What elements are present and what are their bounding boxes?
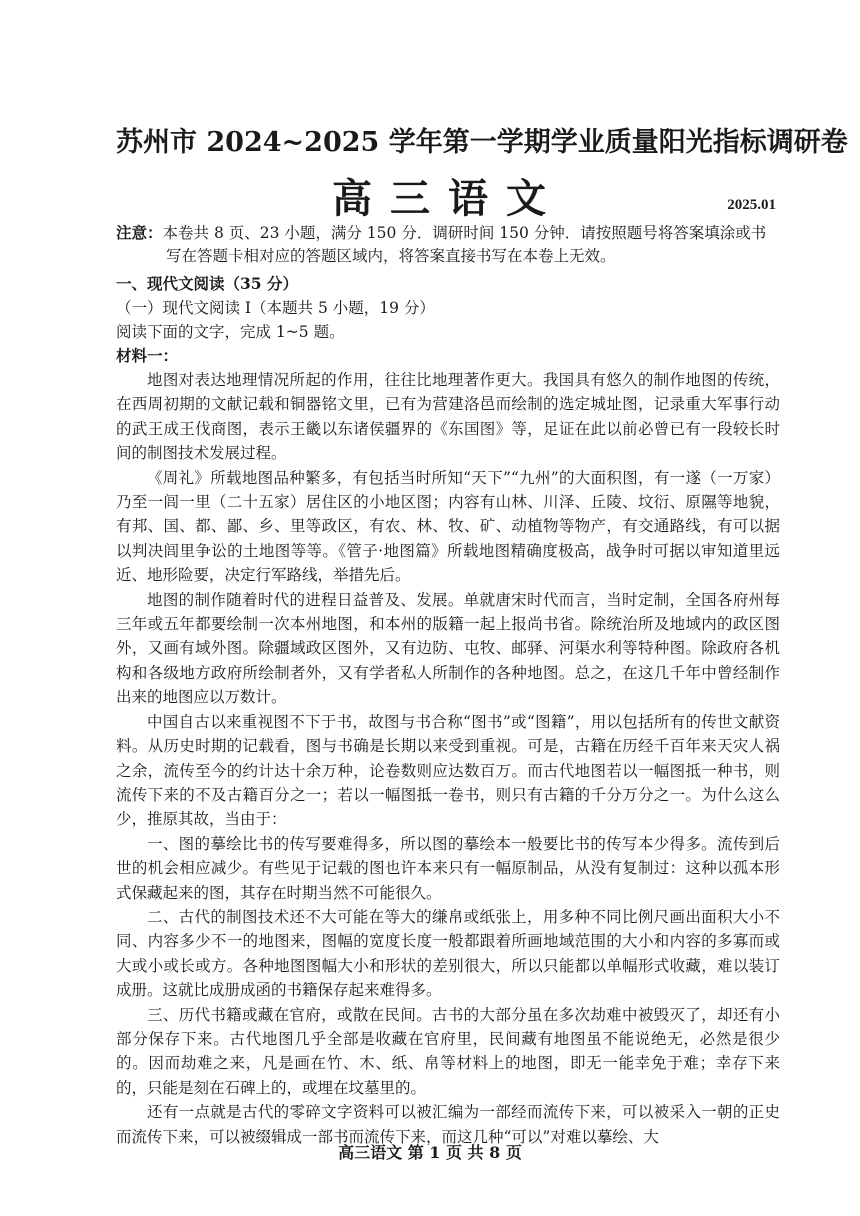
notice-label: 注意： [116, 223, 163, 242]
subject-row [116, 167, 780, 222]
paragraph: 地图的制作随着时代的进程日益普及、发展。单就唐宋时代而言，当时定制，全国各府州每三年或五年都要绘制一次本州地图，和本州的版籍一起上报尚书省。除统治所及地域内的政区图外，又画有域外图。除疆域政区图外，又有边防、屯牧、邮驿、河渠水利等特种图。除政府各机构和各级地方政府所绘制者外，又有学者私人所制作的各种地图。总之，在这几千年中曾经制作出来的地图应以万数计。 [116, 590, 780, 707]
page-footer: 高三语文 第 1 页 共 8 页 [338, 1143, 522, 1162]
exam-notice [116, 221, 780, 268]
paragraph: 二、古代的制图技术还不大可能在等大的缣帛或纸张上，用多种不同比例尺画出面积大小不同、内容多少不一的地图来，图幅的宽度长度一般都跟着所画地域范围的大小和内容的多寡而或大或小或长或方。各种地图图幅大小和形状的差别很大，所以只能都以单幅形式收藏，难以装订成册。这就比成册成函的书籍保存起来难得多。 [116, 907, 780, 1000]
paragraph: 还有一点就是古代的零碎文字资料可以被汇编为一部经而流传下来，可以被采入一朝的正史而流传下来，可以被缀辑成一部书而流传下来，而这几种“可以”对难以摹绘、大 [116, 1103, 780, 1146]
subsection-heading: （一）现代文阅读 I（本题共 5 小题，19 分） [116, 299, 435, 317]
reading-instruction: 阅读下面的文字，完成 1~5 题。 [116, 323, 345, 341]
paragraph: 《周礼》所载地图品种繁多，有包括当时所知“天下”“九州”的大面积图，有一遂（一万家）乃至一闾一里（二十五家）居住区的小地区图；内容有山林、川泽、丘陵、坟衍、原隰等地貌，有邦、国、都、鄙、乡、里等政区，有农、林、牧、矿、动植物等物产，有交通路线，有可以据以判决闾里争讼的土地图等等。《管子·地图篇》所载地图精确度极高，战争时可据以审知道里远近、地形险要，决定行军路线，举措先后。 [116, 468, 780, 585]
exam-title: 苏州市 2024~2025 学年第一学期学业质量阳光指标调研卷 [116, 127, 848, 158]
paragraph: 中国自古以来重视图不下于书，故图与书合称“图书”或“图籍”，用以包括所有的传世文献资料。从历史时期的记载看，图与书确是长期以来受到重视。可是，古籍在历经千百年来天灾人祸之余，流传至今的约计达十余万种，论卷数则应达数百万。而古代地图若以一幅图抵一种书，则流传下来的不及古籍百分之一；若以一幅图抵一卷书，则只有古籍的千分万分之一。为什么这么少，推原其故，当由于： [116, 712, 780, 829]
paragraph: 地图对表达地理情况所起的作用，往往比地理著作更大。我国具有悠久的制作地图的传统，在西周初期的文献记载和铜器铭文里，已有为营建洛邑而绘制的选定城址图，记录重大军事行动的武王成王伐商图，表示王畿以东诸侯疆界的《东国图》等，足证在此以前必曾已有一段较长时间的制图技术发展过程。 [116, 371, 780, 463]
exam-date: 2025.01 [727, 197, 776, 213]
material-label: 材料一： [116, 346, 179, 365]
subject-title: 高三语文 [332, 175, 564, 222]
paragraph: 一、图的摹绘比书的传写要难得多，所以图的摹绘本一般要比书的传写本少得多。流传到后世的机会相应减少。有些见于记载的图也许本来只有一幅原制品，从没有复制过：这种以孤本形式保藏起来的图，其存在时期当然不可能很久。 [116, 834, 780, 902]
notice-text: 本卷共 8 页、23 小题，满分 150 分．调研时间 150 分钟．请按照题号将答案填涂或书写在答题卡相对应的答题区域内，将答案直接书写在本卷上无效。 [162, 224, 767, 265]
section-heading: 一、现代文阅读（35 分） [116, 274, 298, 293]
paragraph: 三、历代书籍或藏在官府，或散在民间。古书的大部分虽在多次劫难中被毁灭了，却还有小部分保存下来。古代地图几乎全部是收藏在官府里，民间藏有地图虽不能说绝无，必然是很少的。因而劫难之来，凡是画在竹、木、纸、帛等材料上的地图，即无一能幸免于难；幸存下来的，只能是刻在石碑上的，或埋在坟墓里的。 [116, 1005, 780, 1097]
